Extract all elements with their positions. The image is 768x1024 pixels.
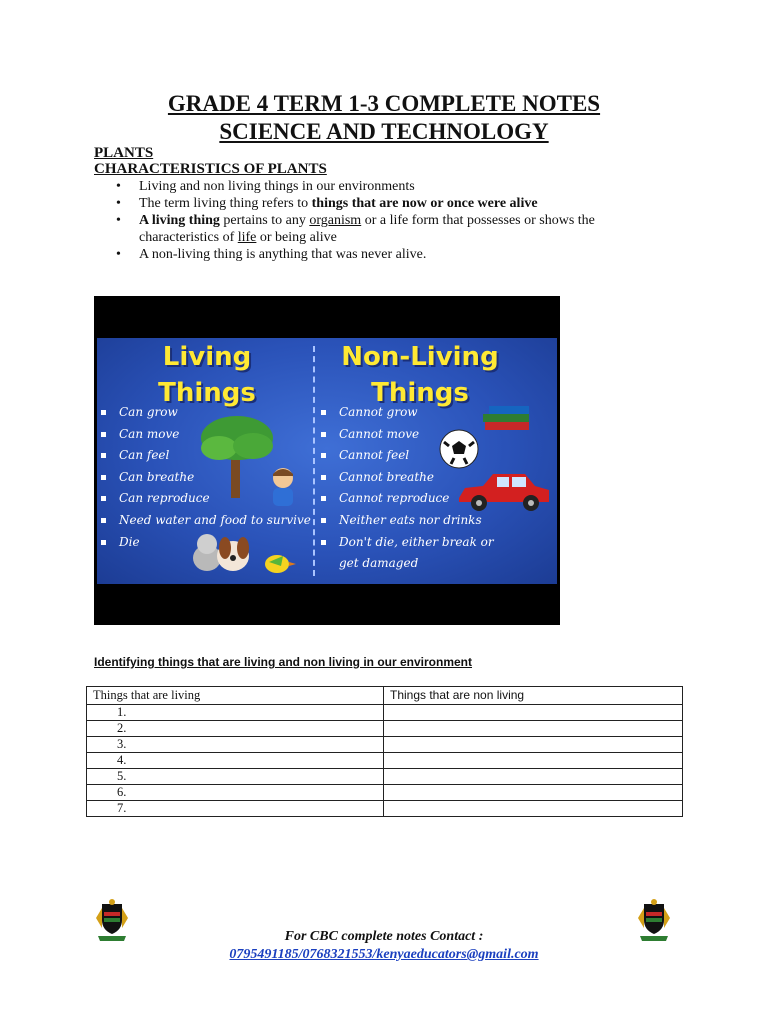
empty-cell <box>384 737 683 753</box>
table-row <box>87 785 683 801</box>
empty-cell <box>384 785 683 801</box>
list-item: Cannot grow <box>317 402 517 424</box>
list-item: Cannot move <box>317 424 517 446</box>
row-number: 4. <box>87 753 384 769</box>
bullet-text: Living and non living things in our environments <box>139 179 415 194</box>
column-header-living: Things that are living <box>87 687 384 705</box>
nonliving-title-line2: Things <box>371 378 469 408</box>
living-nonliving-table <box>86 686 683 817</box>
row-number: 6. <box>87 785 384 801</box>
bird-icon <box>259 548 297 578</box>
list-item: Die <box>97 532 312 554</box>
subsection-heading: CHARACTERISTICS OF PLANTS <box>94 161 327 177</box>
row-number: 7. <box>87 801 384 817</box>
living-vs-nonliving-poster <box>94 296 560 625</box>
list-item: Can move <box>97 424 312 446</box>
empty-cell <box>384 721 683 737</box>
car-icon <box>455 470 553 514</box>
list-item: Don't die, either break or get damaged <box>317 532 517 575</box>
footer-contact-label: For CBC complete notes Contact : <box>284 929 484 944</box>
row-number: 1. <box>87 705 384 721</box>
living-title-line1: Living <box>162 342 252 372</box>
list-item: Cannot breathe <box>317 467 517 489</box>
characteristics-list <box>94 178 674 263</box>
footer-contact-link[interactable]: 0795491185/0768321553/kenyaeducators@gmail.com <box>229 947 539 962</box>
child-icon <box>265 466 301 510</box>
table-row <box>87 721 683 737</box>
list-item: Cannot feel <box>317 445 517 467</box>
empty-cell <box>384 705 683 721</box>
list-item: Can breathe <box>97 467 312 489</box>
row-number: 2. <box>87 721 384 737</box>
list-item <box>94 178 674 195</box>
table-row <box>87 753 683 769</box>
list-item: Cannot reproduce <box>317 488 517 510</box>
pets-icon <box>189 528 253 574</box>
activity-heading: Identifying things that are living and non living in our environment <box>94 655 473 669</box>
soccer-ball-icon <box>437 428 481 470</box>
bullet-emphasis: things that are now or once were alive <box>311 196 538 211</box>
list-item: Need water and food to survive <box>97 510 312 532</box>
living-title-line2: Things <box>158 378 256 408</box>
list-item <box>94 195 674 212</box>
empty-cell <box>384 801 683 817</box>
nonliving-title-line1: Non-Living <box>341 342 499 372</box>
empty-cell <box>384 769 683 785</box>
poster-divider <box>313 346 315 576</box>
list-item: Can grow <box>97 402 312 424</box>
list-item: Can reproduce <box>97 488 312 510</box>
row-number: 5. <box>87 769 384 785</box>
books-icon <box>481 402 535 436</box>
bullet-emphasis: A living thing <box>139 213 220 228</box>
section-heading: PLANTS <box>94 145 154 161</box>
document-title: GRADE 4 TERM 1-3 COMPLETE NOTES <box>167 91 601 116</box>
row-number: 3. <box>87 737 384 753</box>
table-row <box>87 737 683 753</box>
list-item: Neither eats nor drinks <box>317 510 517 532</box>
column-header-nonliving: Things that are non living <box>384 687 683 705</box>
poster-panel <box>97 338 557 584</box>
list-item <box>94 246 674 263</box>
table-row <box>87 801 683 817</box>
table-header-row <box>87 687 683 705</box>
table-row <box>87 705 683 721</box>
document-subtitle: SCIENCE AND TECHNOLOGY <box>219 119 549 144</box>
list-item <box>94 212 674 246</box>
table-row <box>87 769 683 785</box>
bullet-underlined: organism <box>309 213 362 228</box>
bullet-text: A non-living thing is anything that was never alive. <box>139 247 427 262</box>
bullet-text: or being alive <box>256 230 337 245</box>
bullet-text: or a life form that possesses or shows the characteristics of <box>139 213 595 245</box>
list-item: Can feel <box>97 445 312 467</box>
bullet-underlined: life <box>237 230 257 245</box>
bullet-text: The term living thing refers to <box>139 196 312 211</box>
bullet-text: pertains to any <box>219 213 310 228</box>
empty-cell <box>384 753 683 769</box>
